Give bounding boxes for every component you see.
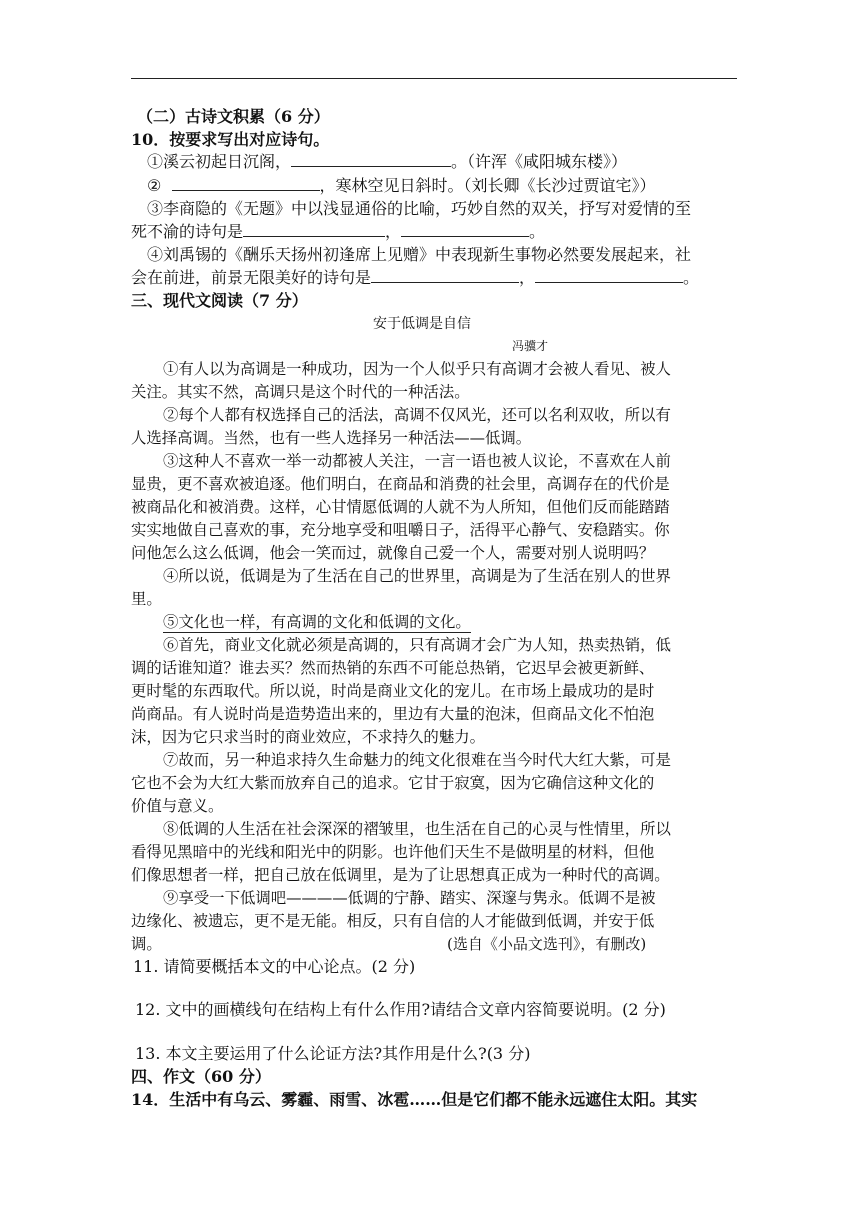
section2-heading: （二）古诗文积累（6 分） (137, 107, 330, 126)
question-10-title: 10．按要求写出对应诗句。 (131, 130, 330, 149)
article-line: 问他怎么这么低调，他会一笑而过，就像自己爱一个人，需要对别人说明吗？ (131, 544, 655, 562)
item3-suffix: 。 (529, 222, 546, 241)
section3-heading: 三、现代文阅读（7 分） (131, 291, 308, 310)
article-line: 实实地做自己喜欢的事，充分地享受和咀嚼日子，活得平心静气、安稳踏实。你 (131, 521, 670, 539)
article-line: ③这种人不喜欢一举一动都被人关注，一言一语也被人议论，不喜欢在人前 (163, 452, 671, 470)
underlined-text: ⑤文化也一样，有高调的文化和低调的文化。 (163, 613, 471, 631)
article-source: (选自《小品文选刊》，有删改) (447, 935, 647, 953)
answer-blank-4[interactable] (401, 221, 529, 237)
question-13: 13. 本文主要运用了什么论证方法?其作用是什么?(3 分) (135, 1044, 531, 1063)
article-line: 显贵，更不喜欢被追逐。他们明白，在商品和消费的社会里，高调存在的代价是 (131, 475, 670, 493)
item4-suffix: 。 (683, 268, 700, 287)
question-10-item-3-line1: ③李商隐的《无题》中以浅显通俗的比喻，巧妙自然的双关，抒写对爱情的至 (147, 199, 692, 218)
item4-prefix: 会在前进，前景无限美好的诗句是 (131, 268, 372, 287)
section4-heading: 四、作文（60 分） (131, 1067, 271, 1086)
article-line: 调的话谁知道？谁去买？然而热销的东西不可能总热销，它迟早会被更新鲜、 (131, 659, 655, 677)
item2-prefix: ② (147, 176, 162, 195)
item1-suffix: 。（许浑《咸阳城东楼》） (451, 152, 628, 171)
article-line: 尚商品。有人说时尚是造势造出来的，里边有大量的泡沫，但商品文化不怕泡 (131, 705, 655, 723)
question-10-item-4-line1: ④刘禹锡的《酬乐天扬州初逢席上见赠》中表现新生事物必然要发展起来，社 (147, 245, 692, 264)
article-line: ⑧低调的人生活在社会深深的褶皱里，也生活在自己的心灵与性情里，所以 (163, 820, 671, 838)
answer-blank-5[interactable] (371, 267, 519, 283)
answer-blank-2[interactable] (172, 175, 320, 191)
question-11: 11. 请简要概括本文的中心论点。(2 分) (133, 957, 416, 976)
answer-blank-1[interactable] (291, 151, 451, 167)
answer-blank-3[interactable] (243, 221, 385, 237)
article-line: 更时髦的东西取代。所以说，时尚是商业文化的宠儿。在市场上最成功的是时 (131, 682, 655, 700)
q14-text: 14．生活中有乌云、雾霾、雨雪、冰雹……但是它们都不能永远遮住太阳。其实 (131, 1090, 698, 1109)
article-line: 价值与意义。 (131, 797, 224, 815)
item2-suffix: ，寒林空见日斜时。（刘长卿《长沙过贾谊宅》） (319, 176, 656, 195)
question-14 (131, 1089, 697, 1111)
question-10-item-1 (147, 151, 627, 173)
question-12: 12. 文中的画横线句在结构上有什么作用?请结合文章内容简要说明。(2 分) (135, 1000, 666, 1019)
article-line: ④所以说，低调是为了生活在自己的世界里，高调是为了生活在别人的世界 (163, 567, 671, 585)
item3-prefix: 死不渝的诗句是 (131, 222, 244, 241)
article-line: 被商品化和被消费。这样，心甘情愿低调的人就不为人所知，但他们反而能踏踏 (131, 498, 670, 516)
article-line: ②每个人都有权选择自己的活法，高调不仅风光，还可以名利双收，所以有 (163, 406, 671, 424)
item3-comma: ， (385, 222, 402, 241)
article-line: ⑨享受一下低调吧————低调的宁静、踏实、深邃与隽永。低调不是被 (163, 889, 656, 907)
article-line: 关注。其实不然，高调只是这个时代的一种活法。 (131, 383, 470, 401)
question-10-item-4-line2 (131, 267, 699, 289)
article-author: 冯骥才 (512, 339, 549, 353)
question-10-item-2 (147, 175, 656, 197)
article-line: 沫，因为它只求当时的商业效应，不求持久的魅力。 (131, 728, 485, 746)
article-line: 看得见黑暗中的光线和阳光中的阴影。也许他们天生不是做明星的材料，但他 (131, 843, 655, 861)
article-line: 边缘化、被遗忘，更不是无能。相反，只有自信的人才能做到低调，并安于低 (131, 912, 655, 930)
article-line: ①有人以为高调是一种成功，因为一个人似乎只有高调才会被人看见、被人 (163, 360, 671, 378)
underlined-sentence (163, 611, 471, 633)
header-rule (131, 78, 737, 79)
answer-blank-6[interactable] (535, 267, 683, 283)
question-10-item-3-line2 (131, 221, 545, 243)
article-line: ⑥首先，商业文化就必须是高调的，只有高调才会广为人知，热卖热销，低 (163, 636, 671, 654)
article-line: 它也不会为大红大紫而放弃自己的追求。它甘于寂寞，因为它确信这种文化的 (131, 774, 655, 792)
item1-prefix: ①溪云初起日沉阁， (147, 152, 292, 171)
article-line: 们像思想者一样，把自己放在低调里，是为了让思想真正成为一种时代的高调。 (131, 866, 670, 884)
article-line: 里。 (131, 590, 162, 608)
article-title: 安于低调是自信 (373, 316, 471, 332)
article-line: 人选择高调。当然，也有一些人选择另一种活法——低调。 (131, 429, 532, 447)
article-line: 调。 (131, 935, 162, 953)
item4-comma: ， (519, 268, 536, 287)
article-line: ⑦故而，另一种追求持久生命魅力的纯文化很难在当今时代大红大紫，可是 (163, 751, 671, 769)
